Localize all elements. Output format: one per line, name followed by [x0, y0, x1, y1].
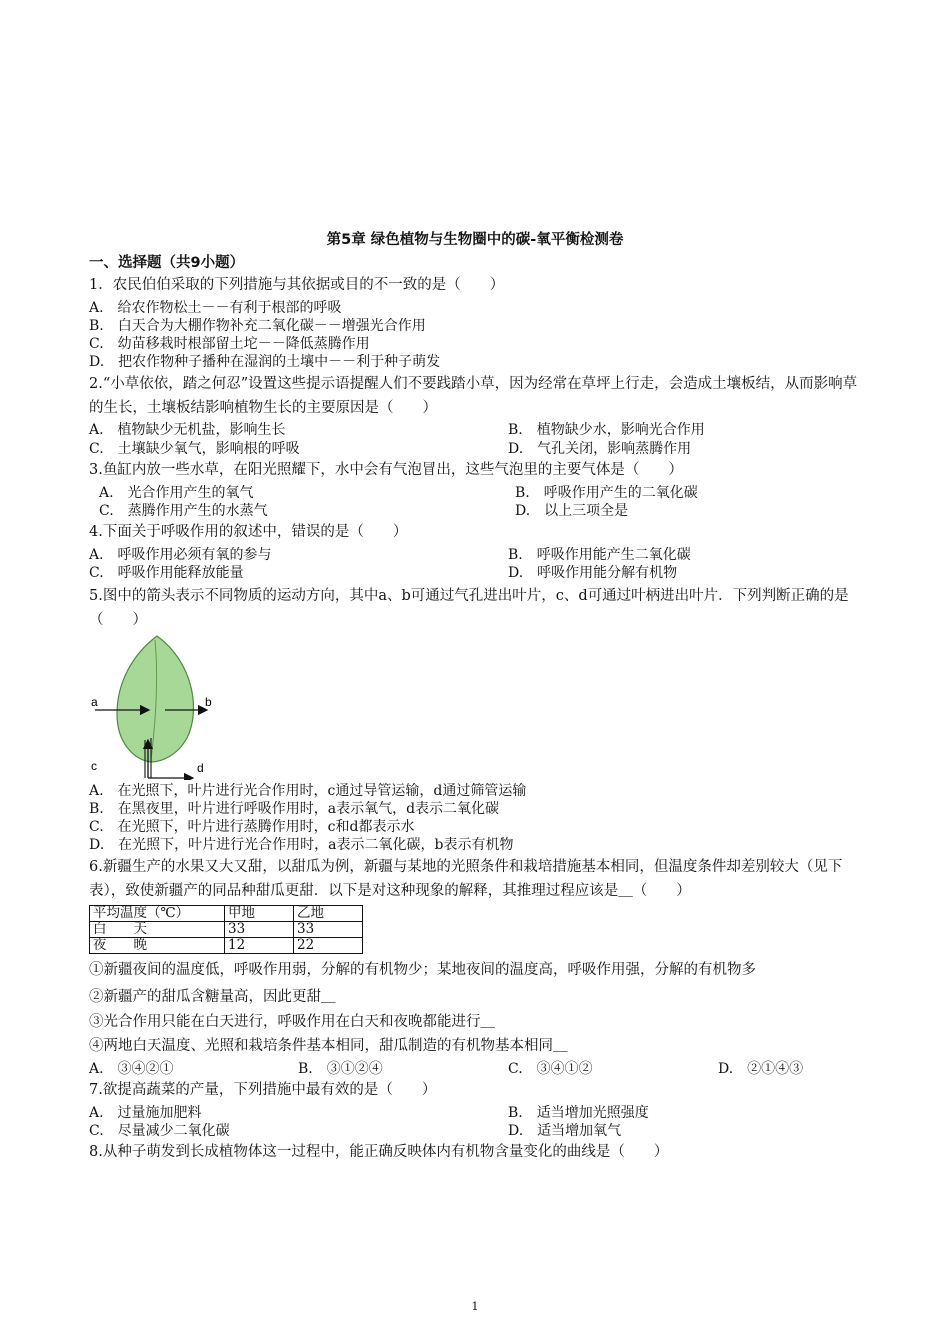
leaf-diagram	[89, 632, 219, 780]
question-2-option-c: C. 土壤缺少氧气，影响根的呼吸	[89, 441, 300, 457]
question-3-option-a: A. 光合作用产生的氧气	[99, 485, 254, 501]
question-7-option-b: B. 适当增加光照强度	[508, 1105, 649, 1121]
page-title: 第5章 绿色植物与生物圈中的碳-氧平衡检测卷	[326, 232, 624, 248]
label-c: c	[91, 759, 97, 773]
section-heading: 一、选择题（共9小题）	[89, 255, 245, 271]
question-4-stem: 4.下面关于呼吸作用的叙述中，错误的是（ ）	[89, 524, 408, 540]
table-cell: 33	[294, 922, 363, 938]
table-header-cell: 乙地	[294, 906, 363, 922]
table-cell: 夜 晚	[90, 938, 225, 954]
question-1-option-c: C. 幼苗移栽时根部留土坨－－降低蒸腾作用	[89, 336, 370, 352]
question-6-stem: 6.新疆生产的水果又大又甜，以甜瓜为例，新疆与某地的光照条件和栽培措施基本相同，但温度条件却差别较大（见下表），致使新疆产的同品种甜瓜更甜．以下是对这种现象的解释，其推理过程应该是＿（ ）	[89, 859, 843, 899]
question-2-option-d: D. 气孔关闭，影响蒸腾作用	[508, 441, 692, 457]
question-6-option-c: C. ③④①②	[508, 1061, 593, 1077]
question-1-option-d: D. 把农作物种子播种在湿润的土壤中－－利于种子萌发	[89, 354, 441, 370]
question-4-option-b: B. 呼吸作用能产生二氧化碳	[508, 547, 691, 563]
label-d: d	[197, 761, 204, 775]
temperature-table	[89, 905, 363, 954]
question-4-option-c: C. 呼吸作用能释放能量	[89, 565, 244, 581]
question-7-option-a: A. 过量施加肥料	[89, 1105, 202, 1121]
table-row	[90, 938, 363, 954]
question-5-option-c: C. 在光照下，叶片进行蒸腾作用时，c和d都表示水	[89, 819, 415, 835]
question-5-stem: 5.图中的箭头表示不同物质的运动方向，其中a、b可通过气孔进出叶片，c、d可通过叶柄进出叶片．下列判断正确的是（ ）	[89, 588, 849, 628]
question-7-option-d: D. 适当增加氧气	[508, 1123, 622, 1139]
question-1-option-a: A. 给农作物松土－－有利于根部的呼吸	[89, 300, 342, 316]
table-header-cell: 甲地	[225, 906, 294, 922]
question-5-option-d: D. 在光照下，叶片进行光合作用时，a表示二氧化碳，b表示有机物	[89, 837, 514, 853]
table-cell: 22	[294, 938, 363, 954]
question-4-option-a: A. 呼吸作用必须有氧的参与	[89, 547, 272, 563]
question-6-statement-3: ③光合作用只能在白天进行，呼吸作用在白天和夜晚都能进行＿	[89, 1014, 495, 1030]
question-4-option-d: D. 呼吸作用能分解有机物	[508, 565, 678, 581]
table-row	[90, 922, 363, 938]
label-a: a	[91, 695, 98, 709]
page-number: 1	[471, 1300, 479, 1313]
table-cell: 12	[225, 938, 294, 954]
question-7-option-c: C. 尽量减少二氧化碳	[89, 1123, 230, 1139]
table-header-cell: 平均温度（℃）	[90, 906, 225, 922]
question-6-option-b: B. ③①②④	[298, 1061, 383, 1077]
question-6-statement-4: ④两地白天温度、光照和栽培条件基本相同，甜瓜制造的有机物基本相同＿	[89, 1038, 568, 1054]
question-1-stem: 1．农民伯伯采取的下列措施与其依据或目的不一致的是（ ）	[89, 277, 505, 293]
question-2-option-a: A. 植物缺少无机盐，影响生长	[89, 422, 286, 438]
question-1-option-b: B. 白天合为大棚作物补充二氧化碳－－增强光合作用	[89, 318, 426, 334]
question-3-option-d: D. 以上三项全是	[515, 503, 629, 519]
question-6-option-d: D. ②①④③	[718, 1061, 804, 1077]
leaf-blade	[117, 636, 194, 762]
question-6-statement-2: ②新疆产的甜瓜含糖量高，因此更甜＿	[89, 989, 336, 1005]
question-2-stem: 2.“小草依依，踏之何忍”设置这些提示语提醒人们不要践踏小草，因为经常在草坪上行走，会造成土壤板结，从而影响草的生长，土壤板结影响植物生长的主要原因是（ ）	[89, 376, 858, 416]
question-2-option-b: B. 植物缺少水，影响光合作用	[508, 422, 705, 438]
question-6-statement-1: ①新疆夜间的温度低，呼吸作用弱，分解的有机物少；某地夜间的温度高，呼吸作用强，分解的有机物多	[89, 962, 756, 978]
question-8-stem: 8.从种子萌发到长成植物体这一过程中，能正确反映体内有机物含量变化的曲线是（ ）	[89, 1144, 669, 1160]
question-6-option-a: A. ③④②①	[89, 1061, 174, 1077]
question-3-option-b: B. 呼吸作用产生的二氧化碳	[515, 485, 698, 501]
table-header-row	[90, 906, 363, 922]
table-cell: 白 天	[90, 922, 225, 938]
question-3-option-c: C. 蒸腾作用产生的水蒸气	[99, 503, 268, 519]
question-5-option-a: A. 在光照下，叶片进行光合作用时，c通过导管运输，d通过筛管运输	[89, 783, 527, 799]
question-7-stem: 7.欲提高蔬菜的产量，下列措施中最有效的是（ ）	[89, 1082, 437, 1098]
table-cell: 33	[225, 922, 294, 938]
question-5-option-b: B. 在黑夜里，叶片进行呼吸作用时，a表示氧气，d表示二氧化碳	[89, 801, 500, 817]
question-3-stem: 3.鱼缸内放一些水草，在阳光照耀下，水中会有气泡冒出，这些气泡里的主要气体是（ ）	[89, 462, 683, 478]
label-b: b	[205, 695, 212, 709]
